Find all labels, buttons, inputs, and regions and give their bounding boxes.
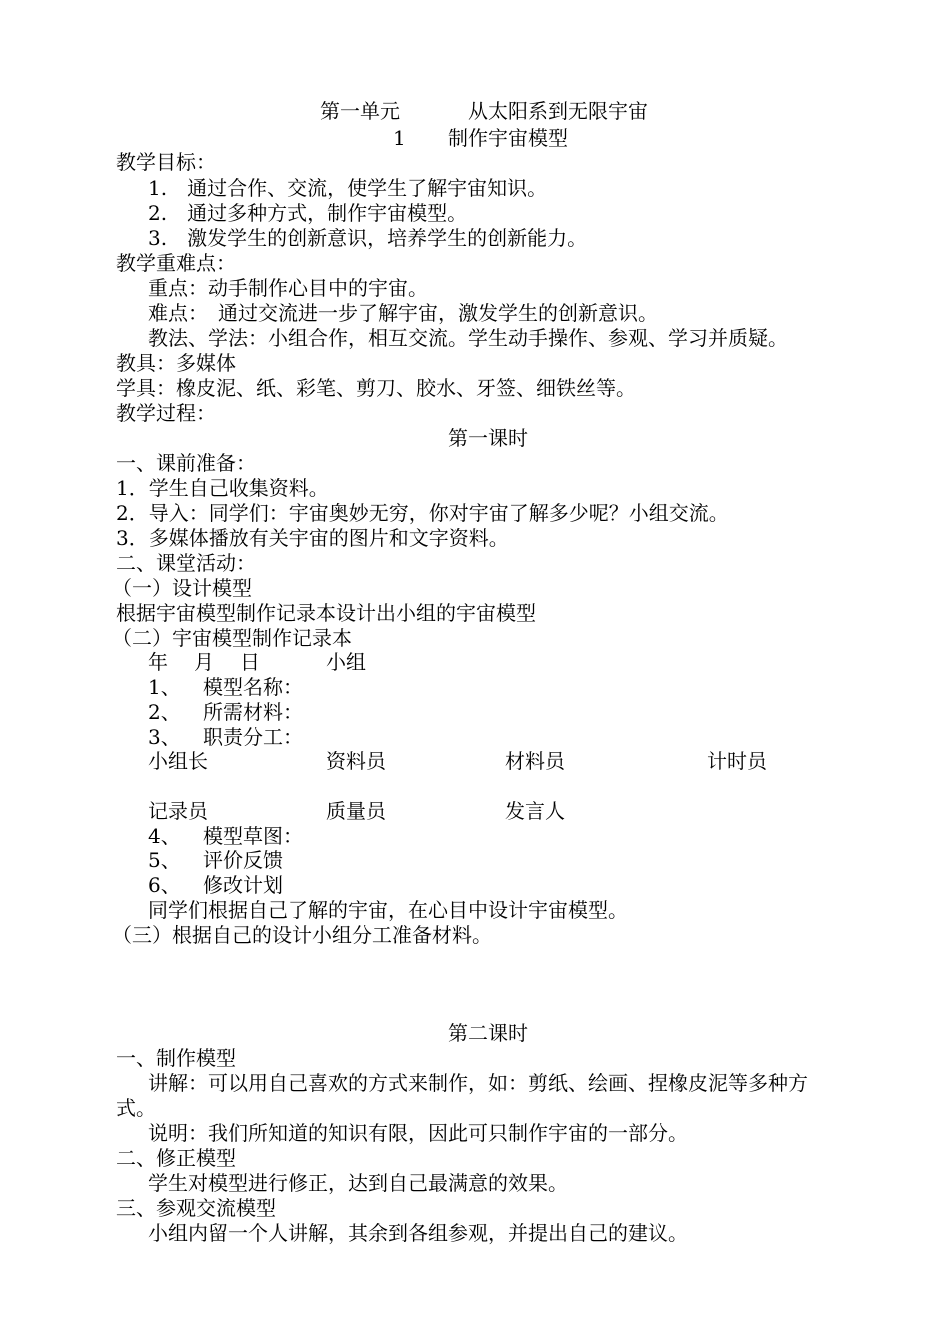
record-heading: （二）宇宙模型制作记录本 [112, 626, 352, 650]
date-month: 月 [194, 650, 214, 674]
role-quality: 质量员 [326, 799, 386, 823]
group-label: 小组 [326, 650, 366, 674]
lesson1-heading: 第一课时 [448, 426, 528, 450]
note-text: 说明：我们所知道的知识有限，因此可只制作宇宙的一部分。 [148, 1121, 688, 1145]
record-item-number: 4、 [148, 824, 181, 848]
explain-text: 讲解：可以用自己喜欢的方式来制作，如：剪纸、绘画、捏橡皮泥等多种方 [148, 1071, 808, 1095]
record-item-text: 模型名称： [203, 675, 303, 699]
prepare-materials: （三）根据自己的设计小组分工准备材料。 [112, 923, 492, 947]
lesson-number: 1 [393, 126, 406, 150]
visit-heading: 三、参观交流模型 [116, 1196, 276, 1220]
record-item-text: 模型草图： [203, 824, 303, 848]
objective-item: 2. 通过多种方式，制作宇宙模型。 [148, 201, 468, 225]
key-point-focus: 重点：动手制作心目中的宇宙。 [148, 276, 428, 300]
record-item-number: 1、 [148, 675, 181, 699]
record-item-number: 3、 [148, 725, 181, 749]
process-heading: 教学过程： [116, 401, 216, 425]
role-group-leader: 小组长 [148, 749, 208, 773]
teaching-aids: 教具：多媒体 [116, 351, 236, 375]
objectives-heading: 教学目标： [116, 150, 216, 174]
lesson-title: 制作宇宙模型 [448, 126, 568, 150]
lesson2-heading: 第二课时 [448, 1021, 528, 1045]
design-text: 根据宇宙模型制作记录本设计出小组的宇宙模型 [116, 601, 536, 625]
record-item-text: 所需材料： [203, 700, 303, 724]
key-points-heading: 教学重难点： [116, 251, 236, 275]
teaching-methods: 教法、学法：小组合作，相互交流。学生动手操作、参观、学习并质疑。 [148, 326, 788, 350]
record-item-number: 6、 [148, 873, 181, 897]
role-researcher: 资料员 [326, 749, 386, 773]
objective-item: 1. 通过合作、交流，使学生了解宇宙知识。 [148, 176, 548, 200]
fix-text: 学生对模型进行修正，达到自己最满意的效果。 [148, 1171, 568, 1195]
design-heading: （一）设计模型 [112, 576, 252, 600]
prep-item: 3．多媒体播放有关宇宙的图片和文字资料。 [116, 526, 509, 550]
prep-heading: 一、课前准备： [116, 451, 256, 475]
date-day: 日 [240, 650, 260, 674]
date-year: 年 [148, 650, 168, 674]
record-item-number: 2、 [148, 700, 181, 724]
unit-name: 从太阳系到无限宇宙 [468, 99, 648, 123]
objective-item: 3. 激发学生的创新意识，培养学生的创新能力。 [148, 226, 588, 250]
role-timekeeper: 计时员 [707, 749, 767, 773]
prep-item: 1．学生自己收集资料。 [116, 476, 329, 500]
prep-item: 2．导入：同学们：宇宙奥妙无穷，你对宇宙了解多少呢？小组交流。 [116, 501, 729, 525]
make-heading: 一、制作模型 [116, 1046, 236, 1070]
design-note: 同学们根据自己了解的宇宙，在心目中设计宇宙模型。 [148, 898, 628, 922]
record-item-text: 职责分工： [203, 725, 303, 749]
learning-aids: 学具：橡皮泥、纸、彩笔、剪刀、胶水、牙签、细铁丝等。 [116, 376, 636, 400]
record-item-number: 5、 [148, 848, 181, 872]
role-speaker: 发言人 [505, 799, 565, 823]
record-item-text: 修改计划 [203, 873, 283, 897]
role-recorder: 记录员 [148, 799, 208, 823]
unit-title: 第一单元 [320, 99, 400, 123]
key-point-difficulty: 难点： 通过交流进一步了解宇宙，激发学生的创新意识。 [148, 301, 658, 325]
fix-heading: 二、修正模型 [116, 1146, 236, 1170]
explain-text-cont: 式。 [116, 1096, 156, 1120]
visit-text: 小组内留一个人讲解，其余到各组参观，并提出自己的建议。 [148, 1221, 688, 1245]
role-materials: 材料员 [505, 749, 565, 773]
record-item-text: 评价反馈 [203, 848, 283, 872]
activity-heading: 二、课堂活动： [116, 551, 256, 575]
